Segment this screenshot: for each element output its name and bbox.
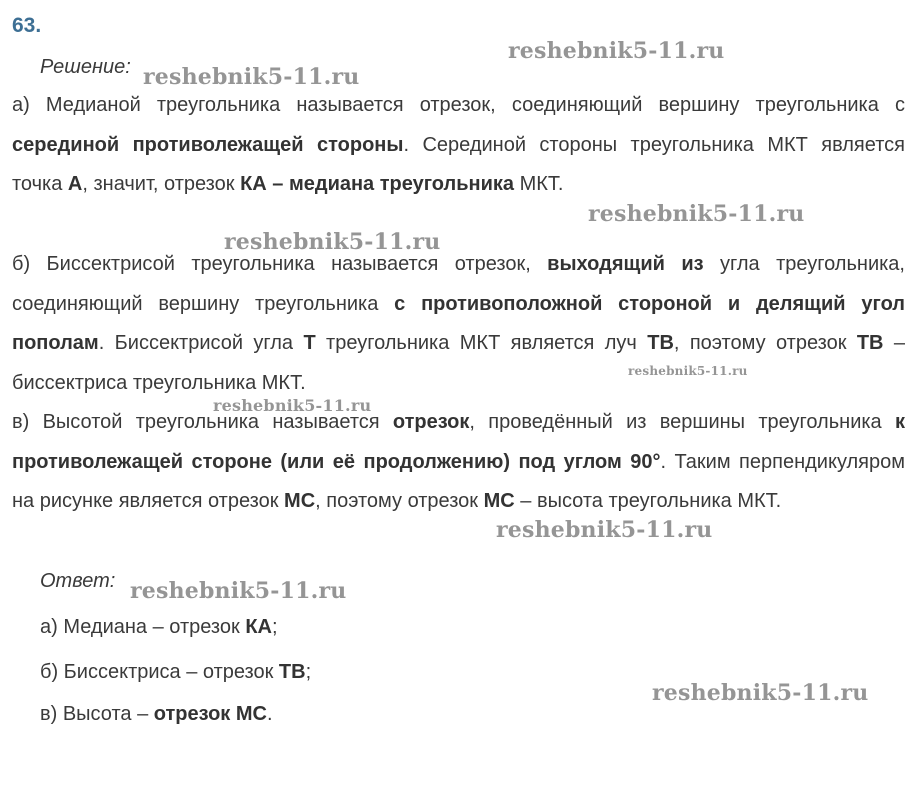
- bold-text: КА: [245, 616, 272, 638]
- bold-text: Т: [303, 332, 316, 354]
- text-run: треугольника МКТ является луч: [315, 332, 648, 354]
- text-run: в) Высота –: [40, 703, 154, 725]
- bold-text: МС: [284, 490, 316, 512]
- bold-text: к противолежащей стороне (или её продолжению) под углом 90°: [12, 411, 905, 473]
- bold-text: отрезок: [392, 411, 470, 433]
- paragraph-c: [12, 403, 905, 522]
- watermark: reshebnik5-11.ru: [496, 517, 713, 543]
- paragraph-b: [12, 245, 905, 403]
- text-run: , значит, отрезок: [82, 173, 241, 195]
- text-run: б) Биссектриса – отрезок: [40, 661, 279, 683]
- text-run: а) Медиана – отрезок: [40, 616, 246, 638]
- answer-line-c: [40, 703, 273, 726]
- text-run: – биссектриса треугольника МКТ.: [12, 332, 906, 394]
- watermark: reshebnik5-11.ru: [130, 578, 347, 604]
- watermark: reshebnik5-11.ru: [143, 64, 360, 90]
- text-run: , проведённый из вершины треугольника: [469, 411, 895, 433]
- text-run: а) Медианой треугольника называется отрезок, соединяющий вершину треугольника с: [12, 94, 905, 116]
- text-run: . Биссектрисой угла: [98, 332, 304, 354]
- answer-line-a: [40, 616, 278, 639]
- text-run: ;: [305, 661, 312, 683]
- watermark: reshebnik5-11.ru: [213, 396, 372, 415]
- bold-text: КА – медиана треугольника: [240, 173, 515, 195]
- text-run: угла треугольника, соединяющий вершину треугольника: [12, 253, 905, 315]
- watermark: reshebnik5-11.ru: [224, 229, 441, 255]
- bold-text: отрезок МС: [153, 703, 267, 725]
- text-run: .: [266, 703, 273, 725]
- bold-text: выходящий из: [547, 253, 704, 275]
- text-run: , поэтому отрезок: [673, 332, 857, 354]
- answer-line-b: [40, 661, 311, 684]
- bold-text: ТВ: [647, 332, 674, 354]
- paragraph-a: [12, 86, 905, 205]
- text-run: . Серединой стороны треугольника МКТ является точка: [12, 133, 905, 195]
- text-run: МКТ.: [514, 173, 564, 195]
- watermark: reshebnik5-11.ru: [628, 364, 748, 378]
- text-run: ;: [271, 616, 278, 638]
- text-run: . Таким перпендикуляром на рисунке является отрезок: [12, 450, 905, 512]
- watermark: reshebnik5-11.ru: [508, 38, 725, 64]
- problem-number: 63.: [12, 14, 42, 37]
- text-run: в) Высотой треугольника называется: [12, 411, 393, 433]
- bold-text: серединой противолежащей стороны: [12, 133, 404, 156]
- bold-text: МС: [483, 490, 515, 512]
- text-run: б) Биссектрисой треугольника называется отрезок,: [12, 253, 548, 275]
- bold-text: А: [67, 173, 83, 195]
- text-run: , поэтому отрезок: [315, 490, 484, 512]
- watermark: reshebnik5-11.ru: [588, 201, 805, 227]
- bold-text: ТВ: [278, 661, 306, 683]
- solution-label: Решение:: [40, 56, 131, 78]
- bold-text: с противоположной стороной и делящий угол пополам: [12, 292, 905, 354]
- answer-label: Ответ:: [40, 570, 116, 592]
- bold-text: ТВ: [856, 332, 884, 354]
- watermark: reshebnik5-11.ru: [652, 680, 869, 706]
- text-run: – высота треугольника МКТ.: [514, 490, 782, 512]
